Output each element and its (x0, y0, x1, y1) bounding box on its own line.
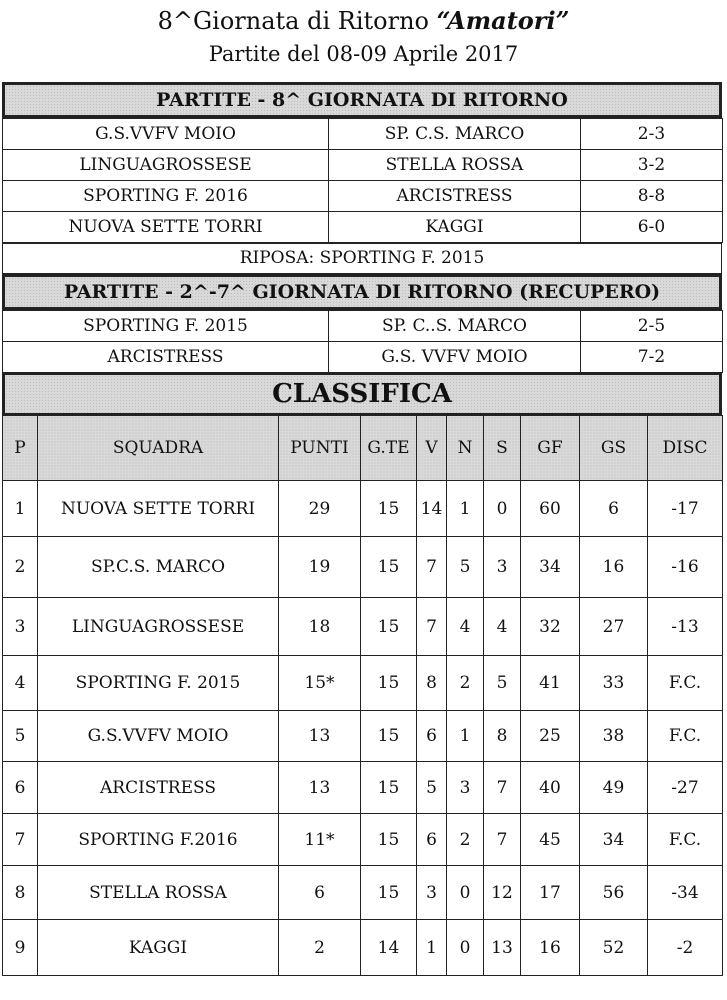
match-home-team: NUOVA SETTE TORRI (3, 212, 329, 243)
col-position: 2 (3, 537, 38, 598)
col-played: 14 (361, 920, 417, 976)
col-position: 9 (3, 920, 38, 976)
col-won: 7 (417, 537, 447, 598)
section2-title-text: PARTITE - 2^-7^ GIORNATA DI RITORNO (RECUPERO) (63, 281, 661, 303)
col-played: 15 (361, 481, 417, 537)
col-disc: -2 (648, 920, 723, 976)
col-goals-for: 40 (521, 762, 580, 814)
col-team: G.S.VVFV MOIO (38, 711, 279, 762)
col-won: 7 (417, 598, 447, 656)
col-disc: F.C. (648, 711, 723, 762)
match-away-team: SP. C.S. MARCO (329, 119, 581, 150)
col-disc: -16 (648, 537, 723, 598)
col-lost: 0 (484, 481, 521, 537)
match-score: 2-3 (581, 119, 723, 150)
riposa-row (2, 243, 722, 274)
col-position: 7 (3, 814, 38, 866)
match-score: 3-2 (581, 150, 723, 181)
col-team: KAGGI (38, 920, 279, 976)
col-goals-for: 25 (521, 711, 580, 762)
match-away-team: G.S. VVFV MOIO (329, 342, 581, 373)
match-row (3, 311, 723, 342)
col-drawn: 1 (447, 481, 484, 537)
col-drawn: 4 (447, 598, 484, 656)
col-won: 1 (417, 920, 447, 976)
col-drawn: 3 (447, 762, 484, 814)
standings-row (3, 920, 723, 976)
col-drawn: 0 (447, 920, 484, 976)
page-title (0, 6, 727, 36)
standings-row (3, 481, 723, 537)
col-played: 15 (361, 814, 417, 866)
match-score: 7-2 (581, 342, 723, 373)
header-col-disc: DISC (648, 416, 723, 481)
col-team: SP.C.S. MARCO (38, 537, 279, 598)
col-drawn: 2 (447, 814, 484, 866)
col-points: 19 (279, 537, 361, 598)
col-points: 13 (279, 711, 361, 762)
standings-row (3, 598, 723, 656)
col-goals-against: 49 (580, 762, 648, 814)
riposa-text: RIPOSA: SPORTING F. 2015 (239, 248, 485, 268)
col-team: ARCISTRESS (38, 762, 279, 814)
col-disc: -27 (648, 762, 723, 814)
col-lost: 3 (484, 537, 521, 598)
col-position: 1 (3, 481, 38, 537)
match-row (3, 150, 723, 181)
col-won: 3 (417, 866, 447, 920)
col-team: NUOVA SETTE TORRI (38, 481, 279, 537)
header-col-goals-for: GF (521, 416, 580, 481)
match-away-team: KAGGI (329, 212, 581, 243)
standings-row (3, 866, 723, 920)
col-disc: -13 (648, 598, 723, 656)
header-col-drawn: N (447, 416, 484, 481)
match-home-team: SPORTING F. 2016 (3, 181, 329, 212)
standings-row (3, 656, 723, 711)
col-played: 15 (361, 598, 417, 656)
title-emphasis: “Amatori” (436, 6, 570, 35)
col-won: 6 (417, 711, 447, 762)
col-team: SPORTING F.2016 (38, 814, 279, 866)
standings-row (3, 711, 723, 762)
col-lost: 13 (484, 920, 521, 976)
col-points: 15* (279, 656, 361, 711)
col-played: 15 (361, 866, 417, 920)
col-drawn: 2 (447, 656, 484, 711)
col-goals-for: 45 (521, 814, 580, 866)
header-col-points: PUNTI (279, 416, 361, 481)
col-played: 15 (361, 656, 417, 711)
match-home-team: ARCISTRESS (3, 342, 329, 373)
col-position: 8 (3, 866, 38, 920)
col-lost: 7 (484, 762, 521, 814)
match-away-team: STELLA ROSSA (329, 150, 581, 181)
header-col-played: G.TE (361, 416, 417, 481)
match-row (3, 212, 723, 243)
section2-title (2, 274, 722, 310)
col-position: 6 (3, 762, 38, 814)
section2-matches-table (2, 310, 723, 373)
standings-row (3, 762, 723, 814)
col-played: 15 (361, 537, 417, 598)
col-goals-against: 6 (580, 481, 648, 537)
standings-row (3, 537, 723, 598)
header-col-position: P (3, 416, 38, 481)
match-row (3, 342, 723, 373)
col-position: 3 (3, 598, 38, 656)
col-points: 11* (279, 814, 361, 866)
standings-table (2, 415, 723, 976)
col-lost: 4 (484, 598, 521, 656)
col-goals-against: 56 (580, 866, 648, 920)
col-disc: F.C. (648, 814, 723, 866)
match-score: 8-8 (581, 181, 723, 212)
col-points: 18 (279, 598, 361, 656)
col-team: LINGUAGROSSESE (38, 598, 279, 656)
standings-row (3, 814, 723, 866)
section1-title (2, 82, 722, 118)
col-lost: 8 (484, 711, 521, 762)
col-won: 5 (417, 762, 447, 814)
col-goals-for: 60 (521, 481, 580, 537)
col-drawn: 5 (447, 537, 484, 598)
col-won: 14 (417, 481, 447, 537)
col-goals-against: 34 (580, 814, 648, 866)
col-lost: 7 (484, 814, 521, 866)
col-team: SPORTING F. 2015 (38, 656, 279, 711)
match-row (3, 119, 723, 150)
header-col-goals-against: GS (580, 416, 648, 481)
col-disc: -34 (648, 866, 723, 920)
col-points: 29 (279, 481, 361, 537)
standings-title (2, 372, 722, 416)
match-score: 6-0 (581, 212, 723, 243)
col-drawn: 0 (447, 866, 484, 920)
col-won: 8 (417, 656, 447, 711)
match-away-team: ARCISTRESS (329, 181, 581, 212)
col-played: 15 (361, 711, 417, 762)
col-lost: 5 (484, 656, 521, 711)
page-subtitle: Partite del 08-09 Aprile 2017 (208, 42, 519, 66)
match-away-team: SP. C..S. MARCO (329, 311, 581, 342)
standings-title-text: CLASSIFICA (272, 379, 452, 409)
match-home-team: LINGUAGROSSESE (3, 150, 329, 181)
header-col-team: SQUADRA (38, 416, 279, 481)
match-row (3, 181, 723, 212)
col-goals-for: 32 (521, 598, 580, 656)
col-goals-for: 34 (521, 537, 580, 598)
col-points: 13 (279, 762, 361, 814)
col-position: 4 (3, 656, 38, 711)
col-goals-against: 38 (580, 711, 648, 762)
col-played: 15 (361, 762, 417, 814)
col-disc: F.C. (648, 656, 723, 711)
header-col-lost: S (484, 416, 521, 481)
col-goals-for: 17 (521, 866, 580, 920)
col-goals-against: 16 (580, 537, 648, 598)
col-drawn: 1 (447, 711, 484, 762)
col-goals-against: 33 (580, 656, 648, 711)
col-position: 5 (3, 711, 38, 762)
match-score: 2-5 (581, 311, 723, 342)
header-col-won: V (417, 416, 447, 481)
standings-header-row (3, 416, 723, 481)
col-goals-against: 27 (580, 598, 648, 656)
col-goals-against: 52 (580, 920, 648, 976)
match-home-team: SPORTING F. 2015 (3, 311, 329, 342)
title-prefix: 8^Giornata di Ritorno (157, 7, 437, 35)
col-points: 6 (279, 866, 361, 920)
col-won: 6 (417, 814, 447, 866)
col-disc: -17 (648, 481, 723, 537)
section1-title-text: PARTITE - 8^ GIORNATA DI RITORNO (156, 89, 568, 111)
match-home-team: G.S.VVFV MOIO (3, 119, 329, 150)
section1-matches-table (2, 118, 723, 243)
col-team: STELLA ROSSA (38, 866, 279, 920)
col-goals-for: 16 (521, 920, 580, 976)
col-points: 2 (279, 920, 361, 976)
col-lost: 12 (484, 866, 521, 920)
col-goals-for: 41 (521, 656, 580, 711)
